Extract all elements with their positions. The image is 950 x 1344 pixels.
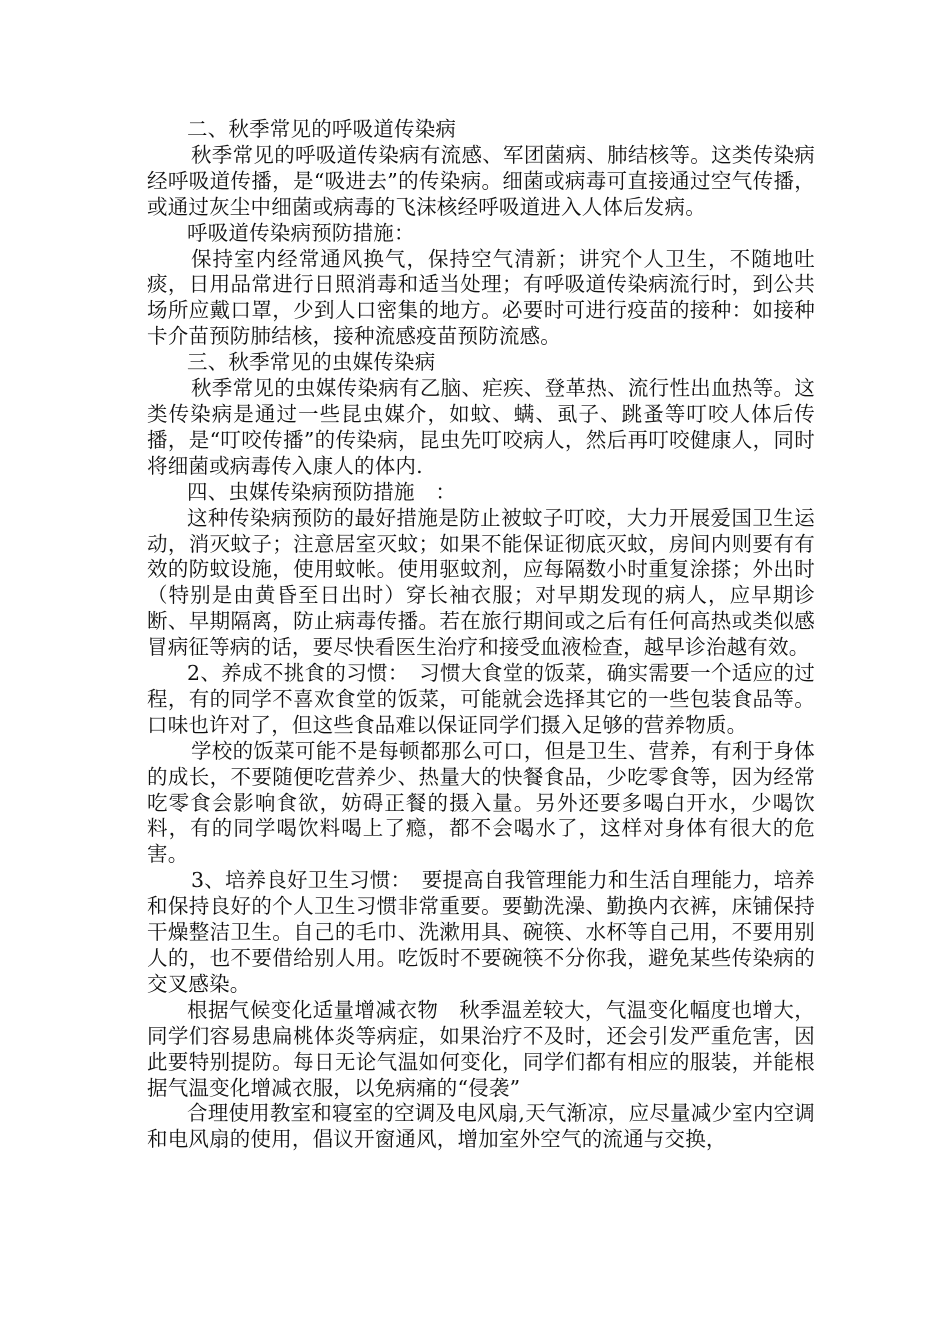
paragraph: 保持室内经常通风换气，保持空气清新；讲究个人卫生，不随地吐痰，日用品常进行日照消毒和适当处理；有呼吸道传染病流行时，到公共场所应戴口罩，少到人口密集的地方。必要时可进行疫苗的接种：如接种卡介苗预防肺结核，接种流感疫苗预防流感。 <box>147 246 815 349</box>
document-body <box>147 117 815 1153</box>
section-heading: 二、秋季常见的呼吸道传染病 <box>187 117 457 141</box>
paragraph: 根据气候变化适量增减衣物 秋季温差较大，气温变化幅度也增大，同学们容易患扁桃体炎等病症，如果治疗不及时，还会引发严重危害，因此要特别提防。每日无论气温如何变化，同学们都有相应的服装，并能根据气温变化增减衣服，以免病痛的“侵袭” <box>147 997 815 1100</box>
paragraph: 这种传染病预防的最好措施是防止被蚊子叮咬，大力开展爱国卫生运动，消灭蚊子；注意居室灭蚊；如果不能保证彻底灭蚊，房间内则要有有效的防蚊设施，使用蚊帐。使用驱蚊剂，应每隔数小时重复涂搽；外出时（特别是由黄昏至日出时）穿长袖衣服；对早期发现的病人，应早期诊断、早期隔离，防止病毒传播。若在旅行期间或之后有任何高热或类似感冒病征等病的话，要尽快看医生治疗和接受血液检查，越早诊治越有效。 <box>147 505 815 660</box>
section-heading: 呼吸道传染病预防措施： <box>187 220 415 245</box>
paragraph: 3、培养良好卫生习惯： 要提高自我管理能力和生活自理能力，培养和保持良好的个人卫生习惯非常重要。要勤洗澡、勤换内衣裤，床铺保持干燥整洁卫生。自己的毛巾、洗漱用具、碗筷、水杯等自己用，不要用别人的，也不要借给别人用。吃饭时不要碗筷不分你我，避免某些传染病的交叉感染。 <box>147 868 815 996</box>
section-heading: 四、虫媒传染病预防措施 ： <box>187 479 457 504</box>
paragraph: 秋季常见的虫媒传染病有乙脑、疟疾、登革热、流行性出血热等。这类传染病是通过一些昆虫媒介，如蚊、螨、虱子、跳蚤等叮咬人体后传播，是“叮咬传播”的传染病，昆虫先叮咬病人，然后再叮咬健康人，同时将细菌或病毒传入康人的体内. <box>147 376 815 478</box>
section-heading: 三、秋季常见的虫媒传染病 <box>187 350 436 375</box>
paragraph: 2、养成不挑食的习惯： 习惯大食堂的饭菜，确实需要一个适应的过程，有的同学不喜欢食堂的饭菜，可能就会选择其它的一些包装食品等。口味也许对了，但这些食品难以保证同学们摄入足够的营养物质。 <box>147 661 815 737</box>
paragraph: 秋季常见的呼吸道传染病有流感、军团菌病、肺结核等。这类传染病经呼吸道传播，是“吸进去”的传染病。细菌或病毒可直接通过空气传播，或通过灰尘中细菌或病毒的飞沫核经呼吸道进入人体后发病。 <box>147 142 815 219</box>
paragraph: 合理使用教室和寝室的空调及电风扇,天气渐凉，应尽量减少室内空调和电风扇的使用，倡议开窗通风，增加室外空气的流通与交换， <box>147 1101 815 1152</box>
paragraph: 学校的饭菜可能不是每顿都那么可口，但是卫生、营养，有利于身体的成长，不要随便吃营养少、热量大的快餐食品，少吃零食等，因为经常吃零食会影响食欲，妨碍正餐的摄入量。另外还要多喝白开水，少喝饮料，有的同学喝饮料喝上了瘾，都不会喝水了，这样对身体有很大的危害。 <box>147 738 815 867</box>
